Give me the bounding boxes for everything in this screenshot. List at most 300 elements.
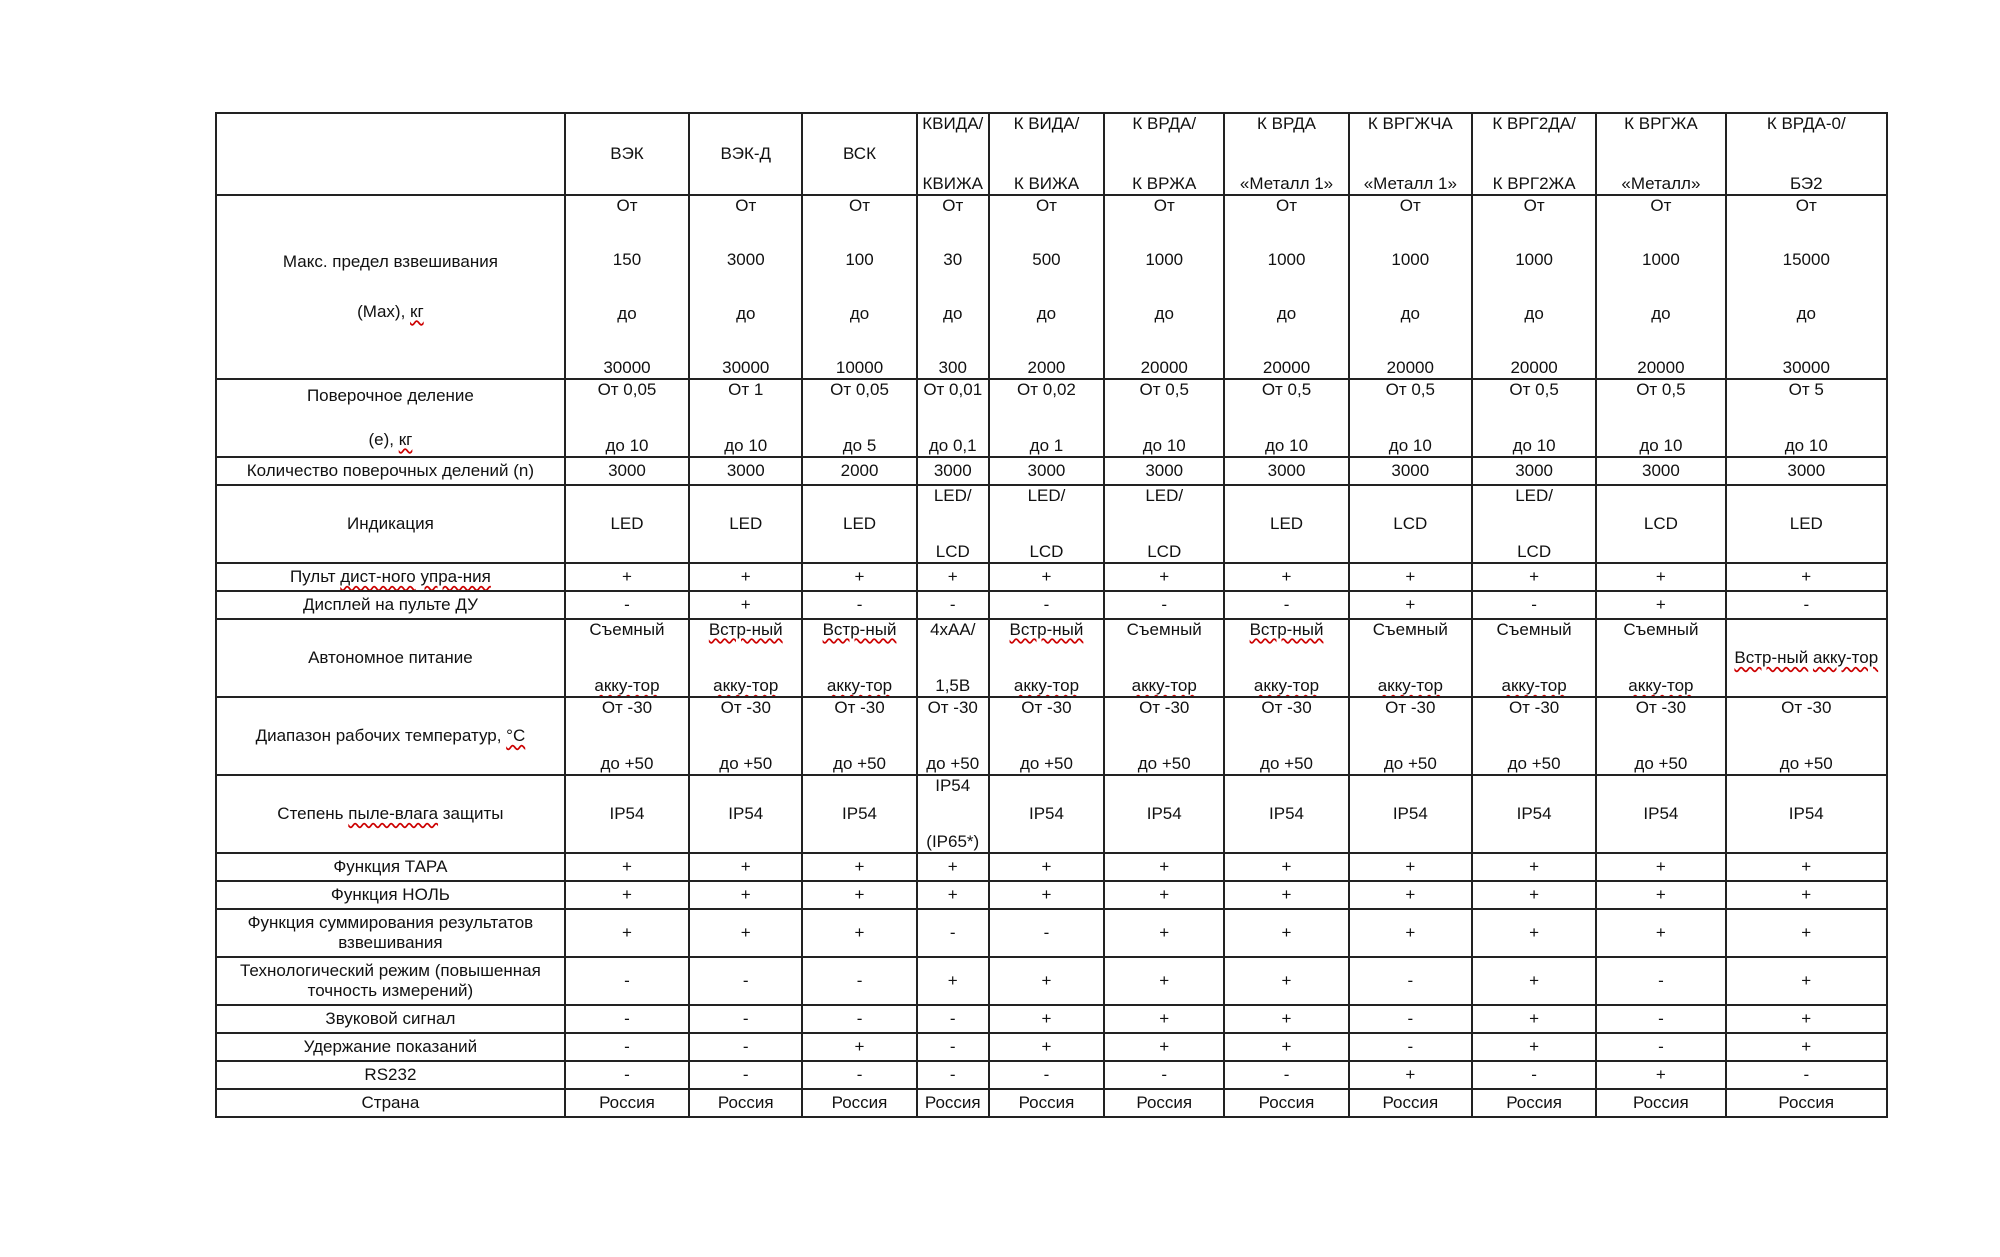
cell-lines [920, 458, 986, 484]
table-body [216, 195, 1887, 1117]
cell-text: - [949, 595, 956, 615]
table-cell [989, 195, 1104, 379]
cell-text: LED [1269, 514, 1304, 534]
cell-text: до +50 [1634, 754, 1688, 774]
cell-text: до +50 [1507, 754, 1561, 774]
cell-lines [692, 910, 799, 956]
cell-text: Россия [717, 1093, 774, 1113]
cell-text: до +50 [1779, 754, 1833, 774]
table-cell [1104, 591, 1224, 619]
table-cell [1224, 1033, 1348, 1061]
cell-text: + [1041, 857, 1052, 877]
cell-text: LED/ [1145, 486, 1184, 505]
table-cell [989, 379, 1104, 457]
table-cell [1349, 957, 1472, 1005]
cell-text: (IP65*) [926, 832, 980, 852]
cell-text: + [1405, 885, 1416, 905]
table-row [216, 1005, 1887, 1033]
cell-text: до [736, 304, 756, 324]
row-label [216, 697, 565, 775]
cell-lines [1227, 958, 1345, 1004]
cell-text: до 10 [1639, 436, 1683, 456]
cell-text: - [1407, 1009, 1414, 1029]
table-cell [1596, 563, 1725, 591]
cell-text: 30000 [722, 358, 770, 378]
cell-text: - [742, 1065, 749, 1085]
cell-text: акку-тор [713, 676, 779, 696]
cell-lines [1227, 380, 1345, 456]
cell-text: 10000 [835, 358, 884, 378]
cell-lines [1107, 620, 1221, 696]
cell-text: + [1041, 971, 1052, 991]
table-cell [917, 619, 989, 697]
table-cell [1349, 195, 1472, 379]
row-label-text: RS232 [364, 1065, 417, 1085]
cell-lines [1227, 1006, 1345, 1032]
cell-lines [992, 564, 1101, 590]
table-cell [565, 563, 689, 591]
table-cell [1224, 881, 1348, 909]
cell-text: - [949, 1009, 956, 1029]
cell-lines [1107, 592, 1221, 618]
cell-text: до +50 [719, 754, 773, 774]
cell-lines [1107, 564, 1221, 590]
cell-text: - [624, 595, 630, 615]
cell-text: + [1801, 923, 1812, 943]
cell-lines [1729, 1062, 1884, 1088]
cell-lines [920, 776, 986, 852]
cell-lines [1352, 458, 1469, 484]
cell-text: От -30 [1021, 698, 1072, 717]
table-cell [1472, 1033, 1596, 1061]
cell-text: до [1524, 304, 1544, 324]
cell-lines [1352, 1034, 1469, 1060]
cell-text: LCD [1517, 542, 1552, 562]
cell-lines [920, 1034, 986, 1060]
table-cell [1349, 379, 1472, 457]
table-row [216, 457, 1887, 485]
cell-text: до 10 [724, 436, 768, 456]
cell-lines [1227, 882, 1345, 908]
table-cell [1726, 619, 1887, 697]
cell-text: От [1035, 196, 1057, 215]
table-row [216, 591, 1887, 619]
cell-lines [692, 1062, 799, 1088]
table-cell [917, 1061, 989, 1089]
cell-text: + [1801, 1037, 1812, 1057]
cell-text: + [622, 923, 632, 943]
cell-lines [568, 698, 686, 774]
cell-text: до +50 [600, 754, 654, 774]
table-cell [1104, 957, 1224, 1005]
column-header [1349, 113, 1472, 195]
table-row [216, 853, 1887, 881]
cell-lines [1107, 458, 1221, 484]
table-cell [989, 619, 1104, 697]
cell-lines [1599, 1034, 1722, 1060]
table-cell [1472, 619, 1596, 697]
table-cell [1349, 1061, 1472, 1089]
cell-lines [1227, 564, 1345, 590]
cell-text: до +50 [926, 754, 980, 774]
row-label-text: Индикация [347, 514, 434, 534]
cell-text: Россия [1136, 1093, 1193, 1113]
cell-text: Съемный [1126, 620, 1202, 639]
cell-text: 30 [943, 250, 963, 270]
cell-text: - [856, 971, 863, 991]
table-cell [1224, 775, 1348, 853]
header-row [216, 113, 1887, 195]
column-header [689, 113, 802, 195]
table-cell [1224, 1061, 1348, 1089]
cell-lines [992, 698, 1101, 774]
table-row [216, 195, 1887, 379]
cell-text: IP54 [842, 804, 878, 824]
cell-text: 3000 [726, 250, 765, 270]
cell-text: - [742, 971, 749, 991]
cell-text: К ВРГЖА [1624, 114, 1698, 133]
cell-text: От 0,01 [923, 380, 983, 399]
table-cell [689, 1089, 802, 1117]
cell-lines [805, 592, 913, 618]
cell-text: + [1041, 567, 1052, 587]
table-cell [689, 909, 802, 957]
cell-lines [920, 564, 986, 590]
cell-lines [1107, 1062, 1221, 1088]
cell-lines [1475, 592, 1593, 618]
cell-lines [1107, 1006, 1221, 1032]
cell-lines [1475, 380, 1593, 456]
table-cell [1596, 619, 1725, 697]
table-cell [1224, 957, 1348, 1005]
table-cell [989, 881, 1104, 909]
cell-lines [692, 854, 799, 880]
column-header [1104, 113, 1224, 195]
cell-lines [1599, 698, 1722, 774]
table-row [216, 1089, 1887, 1117]
cell-text: 3000 [1027, 461, 1066, 481]
row-label [216, 619, 565, 697]
cell-lines [1729, 958, 1884, 1004]
cell-lines [1599, 882, 1722, 908]
cell-text: К ВИЖА [1013, 174, 1080, 194]
cell-text: К ВРЖА [1132, 174, 1197, 194]
cell-text: + [1801, 971, 1812, 991]
cell-text: - [1161, 595, 1168, 615]
cell-text: + [1281, 923, 1292, 943]
cell-lines [920, 1006, 986, 1032]
cell-text: КВИЖА [922, 174, 983, 194]
table-cell [1224, 563, 1348, 591]
table-cell [565, 485, 689, 563]
table-cell [1104, 1089, 1224, 1117]
cell-text: 1000 [1145, 250, 1184, 270]
table-cell [1596, 457, 1725, 485]
cell-text: От [1153, 196, 1175, 215]
cell-text: + [1801, 567, 1812, 587]
cell-text: - [624, 1037, 630, 1057]
column-header [1472, 113, 1596, 195]
cell-lines [1227, 114, 1345, 194]
cell-text: - [742, 1009, 749, 1029]
table-cell [917, 591, 989, 619]
cell-text: - [856, 1065, 863, 1085]
table-cell [1726, 563, 1887, 591]
cell-text: + [947, 567, 958, 587]
cell-lines [692, 1006, 799, 1032]
cell-text: + [854, 885, 865, 905]
row-label-text: Пульт дист-ного упра-ния [289, 567, 491, 587]
cell-lines [805, 1090, 913, 1116]
table-cell [1224, 591, 1348, 619]
cell-text: От 0,5 [1139, 380, 1189, 399]
cell-text: до 1 [1029, 436, 1064, 456]
spec-table [215, 112, 1888, 1118]
table-cell [1472, 853, 1596, 881]
cell-text: 2000 [840, 461, 879, 481]
cell-text: + [1655, 1065, 1666, 1085]
cell-lines [692, 620, 799, 696]
table-cell [1104, 379, 1224, 457]
table-row [216, 775, 1887, 853]
table-cell [689, 457, 802, 485]
header-corner [216, 113, 565, 195]
row-label [216, 457, 565, 485]
cell-text: Встр-ный [708, 620, 783, 639]
cell-text: Россия [1778, 1093, 1835, 1113]
cell-text: От -30 [720, 698, 771, 717]
cell-lines [1475, 486, 1593, 562]
cell-lines [1352, 1006, 1469, 1032]
table-cell [989, 1061, 1104, 1089]
cell-lines [920, 620, 986, 696]
table-row [216, 379, 1887, 457]
cell-text: + [1159, 1037, 1170, 1057]
cell-text: + [1655, 885, 1666, 905]
table-cell [1104, 1005, 1224, 1033]
cell-text: + [1281, 1009, 1292, 1029]
cell-text: + [1159, 971, 1170, 991]
cell-text: - [1658, 971, 1664, 991]
table-cell [1104, 881, 1224, 909]
cell-text: К ВРГ2ЖА [1492, 174, 1576, 194]
table-cell [1349, 1089, 1472, 1117]
cell-lines [1227, 620, 1345, 696]
table-cell [802, 379, 916, 457]
cell-lines [920, 114, 986, 194]
cell-lines [568, 1006, 686, 1032]
cell-text: 20000 [1386, 358, 1434, 378]
cell-lines [1729, 776, 1884, 852]
cell-text: + [622, 567, 632, 587]
row-label-text: (е), кг [368, 430, 413, 449]
cell-lines [1352, 196, 1469, 378]
cell-text: - [1407, 971, 1414, 991]
cell-text: ВЭК-Д [720, 144, 772, 164]
cell-lines [805, 196, 913, 378]
cell-lines [692, 458, 799, 484]
table-cell [1104, 619, 1224, 697]
cell-text: IP54 [609, 804, 645, 824]
cell-lines [1599, 958, 1722, 1004]
row-label-text: (Max), кг [357, 302, 424, 321]
cell-text: + [1041, 1037, 1052, 1057]
cell-lines [1475, 776, 1593, 852]
cell-text: + [622, 885, 632, 905]
table-cell [689, 853, 802, 881]
cell-text: LCD [1393, 514, 1428, 534]
table-cell [565, 1005, 689, 1033]
cell-lines [1352, 698, 1469, 774]
table-cell [1726, 853, 1887, 881]
table-cell [989, 909, 1104, 957]
row-label [216, 379, 565, 457]
table-cell [917, 775, 989, 853]
cell-text: От [1523, 196, 1545, 215]
cell-text: 1000 [1267, 250, 1306, 270]
row-label [216, 591, 565, 619]
cell-lines [1475, 910, 1593, 956]
table-cell [1472, 485, 1596, 563]
cell-text: От [1795, 196, 1817, 215]
table-cell [802, 1061, 916, 1089]
table-cell [565, 775, 689, 853]
cell-text: IP54 [1028, 804, 1064, 824]
table-cell [1472, 909, 1596, 957]
cell-lines [992, 1006, 1101, 1032]
table-cell [689, 697, 802, 775]
table-cell [1596, 909, 1725, 957]
cell-lines [805, 620, 913, 696]
table-cell [689, 1005, 802, 1033]
cell-lines [692, 1034, 799, 1060]
cell-lines [568, 958, 686, 1004]
cell-lines [920, 1062, 986, 1088]
table-cell [1596, 775, 1725, 853]
cell-lines [1227, 854, 1345, 880]
cell-text: LED [842, 514, 877, 534]
table-row [216, 909, 1887, 957]
table-row [216, 957, 1887, 1005]
row-label [216, 775, 565, 853]
cell-text: От 0,02 [1017, 380, 1076, 399]
table-cell [1596, 881, 1725, 909]
cell-text: 3000 [1515, 461, 1554, 481]
cell-text: 3000 [726, 461, 765, 481]
cell-text: 1,5В [935, 676, 971, 696]
cell-text: + [1405, 595, 1416, 615]
cell-lines [1475, 854, 1593, 880]
cell-text: От -30 [834, 698, 885, 717]
column-header [1726, 113, 1887, 195]
cell-text: + [1159, 923, 1170, 943]
cell-lines [1729, 458, 1884, 484]
cell-lines [1107, 958, 1221, 1004]
cell-lines [992, 882, 1101, 908]
cell-lines [992, 380, 1101, 456]
table-cell [689, 881, 802, 909]
row-label [216, 195, 565, 379]
row-label-text: Поверочное деление [306, 386, 474, 406]
table-cell [1224, 1005, 1348, 1033]
cell-lines [1475, 1006, 1593, 1032]
table-cell [917, 1089, 989, 1117]
cell-lines [692, 592, 799, 618]
table-cell [1224, 485, 1348, 563]
cell-lines [1352, 776, 1469, 852]
cell-lines [992, 196, 1101, 378]
cell-lines [1599, 458, 1722, 484]
table-cell [1224, 853, 1348, 881]
cell-text: От [735, 196, 757, 215]
cell-text: LCD [935, 542, 970, 562]
cell-text: + [1281, 857, 1292, 877]
table-cell [565, 1061, 689, 1089]
cell-text: IP54 [935, 776, 971, 795]
cell-lines [992, 620, 1101, 696]
cell-text: К ВРГЖЧА [1367, 114, 1453, 133]
cell-text: + [1159, 857, 1170, 877]
cell-lines [1352, 380, 1469, 456]
cell-text: От 0,5 [1261, 380, 1312, 399]
cell-text: От 0,5 [1636, 380, 1686, 399]
table-cell [802, 485, 916, 563]
cell-lines [920, 910, 986, 956]
cell-lines [1475, 1034, 1593, 1060]
cell-lines [1729, 620, 1884, 696]
cell-text: + [1159, 567, 1170, 587]
cell-text: От -30 [1635, 698, 1687, 717]
table-cell [802, 619, 916, 697]
cell-text: IP54 [1269, 804, 1305, 824]
table-cell [565, 379, 689, 457]
cell-lines [692, 1090, 799, 1116]
cell-text: От -30 [1781, 698, 1832, 717]
cell-text: Россия [1018, 1093, 1075, 1113]
cell-text: IP54 [728, 804, 764, 824]
cell-text: LED [1789, 514, 1823, 534]
table-cell [1349, 563, 1472, 591]
table-cell [802, 853, 916, 881]
row-label-lines [219, 380, 562, 456]
cell-text: до +50 [1137, 754, 1191, 774]
cell-lines [1227, 486, 1345, 562]
cell-lines [568, 196, 686, 378]
cell-text: - [1043, 923, 1050, 943]
cell-lines [1352, 1090, 1469, 1116]
table-cell [1349, 591, 1472, 619]
cell-text: + [1405, 923, 1416, 943]
table-cell [1726, 591, 1887, 619]
cell-text: Съемный [589, 620, 665, 639]
cell-lines [1475, 958, 1593, 1004]
table-cell [1596, 697, 1725, 775]
cell-text: Россия [924, 1093, 981, 1113]
table-cell [1104, 1033, 1224, 1061]
table-cell [1104, 909, 1224, 957]
cell-lines [1729, 1006, 1884, 1032]
table-cell [689, 1033, 802, 1061]
table-cell [1596, 195, 1725, 379]
cell-text: - [949, 923, 956, 943]
cell-lines [1475, 114, 1593, 194]
cell-text: + [1281, 885, 1292, 905]
cell-lines [805, 458, 913, 484]
cell-text: - [856, 1009, 863, 1029]
cell-text: до [1796, 304, 1816, 324]
cell-text: От 0,05 [597, 380, 657, 399]
cell-text: + [1159, 885, 1170, 905]
